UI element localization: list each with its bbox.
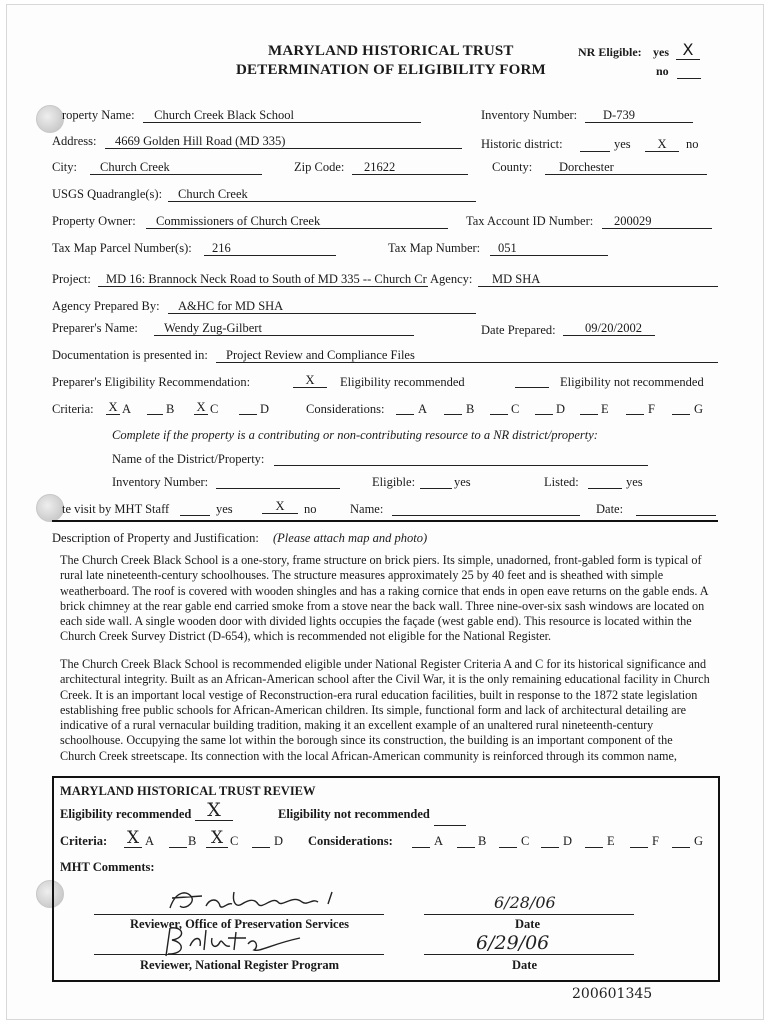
review-considerations-a-field — [412, 833, 430, 848]
property-name-field — [143, 108, 421, 123]
review-criteria-a-field — [124, 828, 142, 848]
review-considerations-e-label: E — [607, 834, 615, 848]
criteria-c-mark: X — [196, 400, 206, 414]
review-eligibility-not-recommended-field — [434, 811, 466, 826]
criteria-a-field — [106, 400, 120, 415]
documentation-value: Project Review and Compliance Files — [226, 348, 415, 362]
tax-account-field — [602, 214, 712, 229]
reviewer1-label: Reviewer, Office of Preservation Services — [130, 917, 350, 931]
date-prepared-field — [563, 321, 655, 336]
address-value: 4669 Golden Hill Road (MD 335) — [115, 134, 286, 148]
date-prepared-label: Date Prepared: — [481, 323, 556, 337]
reviewer2-line — [94, 954, 384, 955]
district-eligible-yes: yes — [454, 475, 471, 489]
description-paragraph-2: The Church Creek Black School is recommended eligible under National Register Criteria A and C for its historical significance and architectural integrity. Built as an African-American school after the Civil War, it is the only remaining educational facility in Church Creek. It is an important local vestige of Reconstruction-era rural education facilities, built in response to the 1872 state legislation establishing free public schools for African-American children. Its simple, functional form and lack of architectural detailing are indicative of a rural vernacular building tradition, making it an excellent example of an unaltered rural nineteenth-century schoolhouse. Occupying the same lot within the borough since its construction, the building is an important component of the Church Creek streetscape. Its connection with the local African-American community is reinforced through its common name, — [60, 657, 710, 763]
city-label: City: — [52, 160, 78, 174]
review-considerations-f-label: F — [652, 834, 659, 848]
reviewer1-line — [94, 914, 384, 915]
site-visit-no: no — [304, 502, 317, 516]
historic-district-no-mark: X — [657, 137, 667, 151]
property-owner-label: Property Owner: — [52, 214, 136, 228]
county-value: Dorchester — [559, 160, 614, 174]
county-label: County: — [492, 160, 533, 174]
address-label: Address: — [52, 134, 97, 148]
nr-eligible-yes-mark: X — [676, 43, 700, 60]
considerations-b-label: B — [466, 402, 475, 416]
reviewer1-date-value: 6/28/06 — [494, 893, 556, 912]
tax-map-number-label: Tax Map Number: — [388, 241, 481, 255]
criteria-b-label: B — [166, 402, 175, 416]
description-paragraph-1: The Church Creek Black School is a one-story, frame structure on brick piers. Its simple, unadorned, front-gabled form is typical of rural late nineteenth-century schoolhouses. The structure measures approximately 25 by 40 feet and is sheathed with simple weatherboard. The roof is covered with wooden shingles and has a raking cornice that ends in open eave returns on the gable ends. A brick chimney at the rear gable end carried smoke from a stove near the back wall. Three nine-over-six sash windows are located on each side wall. A single wooden door with divided lights occupies the façade (west gable end). This resource is located within the Church Creek Survey District (D-654), which is recommended not eligible for the National Register. — [60, 553, 708, 644]
tax-map-number-field — [490, 241, 608, 256]
zip-code-label: Zip Code: — [294, 160, 345, 174]
considerations-d-field — [535, 400, 553, 415]
district-inventory-field — [216, 474, 340, 489]
considerations-a-field — [396, 400, 414, 415]
review-title: MARYLAND HISTORICAL TRUST REVIEW — [60, 784, 316, 798]
property-owner-field — [146, 214, 448, 229]
preparer-name-label: Preparer's Name: — [52, 321, 138, 335]
district-eligible-label: Eligible: — [372, 475, 416, 489]
considerations-a-label: A — [418, 402, 428, 416]
zip-code-value: 21622 — [364, 160, 396, 174]
nr-eligible-no: no — [656, 64, 669, 78]
tax-account-label: Tax Account ID Number: — [466, 214, 594, 228]
agency-value: MD SHA — [492, 272, 541, 286]
inventory-number-value: D-739 — [603, 108, 635, 122]
eligibility-recommended-mark: X — [305, 373, 315, 387]
criteria-a-mark: X — [108, 400, 118, 414]
review-eligibility-not-recommended-label: Eligibility not recommended — [278, 807, 430, 821]
considerations-f-label: F — [648, 402, 655, 416]
review-criteria-d-label: D — [274, 834, 284, 848]
eligibility-not-recommended-label: Eligibility not recommended — [560, 375, 704, 389]
reviewer2-date-line — [424, 954, 634, 955]
reviewer1-signature — [162, 884, 362, 916]
site-visit-name-field — [392, 501, 580, 516]
review-criteria-d-field — [252, 833, 270, 848]
reviewer1-date-line — [424, 914, 634, 915]
review-criteria-c-field — [206, 828, 228, 848]
site-visit-name-label: Name: — [350, 502, 384, 516]
review-criteria-a-mark: X — [126, 828, 140, 848]
site-visit-date-field — [636, 501, 716, 516]
punch-hole-middle — [36, 494, 64, 522]
district-listed-label: Listed: — [544, 475, 579, 489]
review-considerations-b-field — [457, 833, 475, 848]
district-name-field — [274, 451, 648, 466]
site-visit-yes-field — [180, 501, 210, 516]
review-criteria-b-field — [169, 833, 187, 848]
site-visit-yes: yes — [216, 502, 233, 516]
agency-prepared-by-label: Agency Prepared By: — [52, 299, 160, 313]
considerations-b-field — [444, 400, 462, 415]
historic-district-yes-field — [580, 137, 610, 152]
eligibility-not-recommended-field — [515, 373, 549, 388]
agency-label: Agency: — [430, 272, 473, 286]
review-considerations-b-label: B — [478, 834, 487, 848]
preparer-recommendation-label: Preparer's Eligibility Recommendation: — [52, 375, 251, 389]
nr-eligible-yes: yes — [653, 45, 669, 59]
review-considerations-a-label: A — [434, 834, 444, 848]
historic-district-label: Historic district: — [481, 137, 563, 151]
documentation-field — [216, 348, 718, 363]
district-listed-yes: yes — [626, 475, 643, 489]
review-criteria-b-label: B — [188, 834, 197, 848]
tax-map-number-value: 051 — [498, 241, 517, 255]
historic-district-yes: yes — [614, 137, 631, 151]
address-field — [105, 134, 462, 149]
eligibility-recommended-field — [293, 373, 327, 388]
review-criteria-c-label: C — [230, 834, 239, 848]
documentation-label: Documentation is presented in: — [52, 348, 208, 362]
tax-map-parcel-label: Tax Map Parcel Number(s): — [52, 241, 192, 255]
reviewer2-date-label: Date — [512, 958, 537, 972]
review-considerations-f-field — [630, 833, 648, 848]
tax-map-parcel-value: 216 — [212, 241, 231, 255]
considerations-d-label: D — [556, 402, 566, 416]
considerations-c-field — [490, 400, 508, 415]
site-visit-no-field — [262, 499, 298, 514]
city-field — [90, 160, 262, 175]
review-criteria-a-label: A — [145, 834, 155, 848]
considerations-e-field — [580, 400, 598, 415]
criteria-d-field — [239, 400, 257, 415]
agency-prepared-by-value: A&HC for MD SHA — [178, 299, 284, 313]
preparer-name-value: Wendy Zug-Gilbert — [164, 321, 262, 335]
tax-map-parcel-field — [204, 241, 336, 256]
usgs-quadrangle-label: USGS Quadrangle(s): — [52, 187, 163, 201]
considerations-label: Considerations: — [306, 402, 385, 416]
inventory-number-label: Inventory Number: — [481, 108, 578, 122]
considerations-f-field — [626, 400, 644, 415]
considerations-g-label: G — [694, 402, 704, 416]
review-considerations-e-field — [585, 833, 603, 848]
preparer-name-field — [154, 321, 414, 336]
review-considerations-g-label: G — [694, 834, 704, 848]
historic-district-no-field — [645, 137, 679, 152]
review-considerations-d-field — [541, 833, 559, 848]
district-eligible-field — [420, 474, 452, 489]
description-label: Description of Property and Justification: — [52, 531, 259, 545]
review-eligibility-recommended-field — [195, 799, 233, 821]
criteria-d-label: D — [260, 402, 270, 416]
historic-district-no: no — [686, 137, 699, 151]
criteria-a-label: A — [122, 402, 132, 416]
description-note: (Please attach map and photo) — [273, 531, 428, 545]
agency-field — [478, 272, 718, 287]
site-visit-date-label: Date: — [596, 502, 624, 516]
district-name-label: Name of the District/Property: — [112, 452, 265, 466]
eligibility-recommended-label: Eligibility recommended — [340, 375, 465, 389]
district-instruction: Complete if the property is a contributing or non-contributing resource to a NR district/property: — [112, 428, 598, 442]
mht-comments-label: MHT Comments: — [60, 860, 155, 874]
reviewer2-date-value: 6/29/06 — [476, 932, 550, 954]
usgs-quadrangle-field — [168, 187, 476, 202]
considerations-e-label: E — [601, 402, 609, 416]
review-considerations-c-label: C — [521, 834, 530, 848]
punch-hole-top — [36, 105, 64, 133]
property-name-value: Church Creek Black School — [154, 108, 295, 122]
review-eligibility-recommended-label: Eligibility recommended — [60, 807, 192, 821]
review-considerations-c-field — [499, 833, 517, 848]
usgs-quadrangle-value: Church Creek — [178, 187, 248, 201]
considerations-g-field — [672, 400, 690, 415]
agency-prepared-by-field — [168, 299, 476, 314]
review-considerations-g-field — [672, 833, 690, 848]
property-owner-value: Commissioners of Church Creek — [156, 214, 321, 228]
form-title-line2: DETERMINATION OF ELIGIBILITY FORM — [236, 62, 546, 78]
project-value: MD 16: Brannock Neck Road to South of MD 335 -- Church Cr — [106, 272, 427, 286]
review-eligibility-recommended-mark: X — [207, 799, 221, 821]
review-considerations-d-label: D — [563, 834, 573, 848]
considerations-c-label: C — [511, 402, 520, 416]
district-listed-field — [588, 474, 622, 489]
zip-code-field — [352, 160, 468, 175]
date-prepared-value: 09/20/2002 — [585, 321, 642, 335]
project-label: Project: — [52, 272, 91, 286]
project-field — [98, 272, 428, 287]
district-inventory-label: Inventory Number: — [112, 475, 209, 489]
section-divider — [52, 520, 718, 522]
criteria-c-label: C — [210, 402, 219, 416]
criteria-b-field — [147, 400, 163, 415]
tax-account-value: 200029 — [614, 214, 652, 228]
property-name-label: roperty Name: — [62, 108, 135, 122]
nr-eligible-label: NR Eligible: — [578, 45, 642, 59]
review-criteria-c-mark: X — [210, 828, 224, 848]
nr-eligible-no-field — [677, 64, 701, 79]
site-visit-no-mark: X — [275, 499, 285, 513]
reviewer1-date-label: Date — [515, 917, 540, 931]
criteria-label: Criteria: — [52, 402, 94, 416]
criteria-c-field — [194, 400, 208, 415]
site-visit-label: te visit by MHT Staff — [62, 502, 170, 516]
form-title-line1: MARYLAND HISTORICAL TRUST — [268, 43, 514, 59]
county-field — [545, 160, 707, 175]
inventory-number-field — [585, 108, 693, 123]
review-criteria-label: Criteria: — [60, 834, 108, 848]
handwritten-file-number: 200601345 — [572, 986, 653, 1002]
reviewer2-label: Reviewer, National Register Program — [140, 958, 340, 972]
review-considerations-label: Considerations: — [308, 834, 393, 848]
city-value: Church Creek — [100, 160, 170, 174]
